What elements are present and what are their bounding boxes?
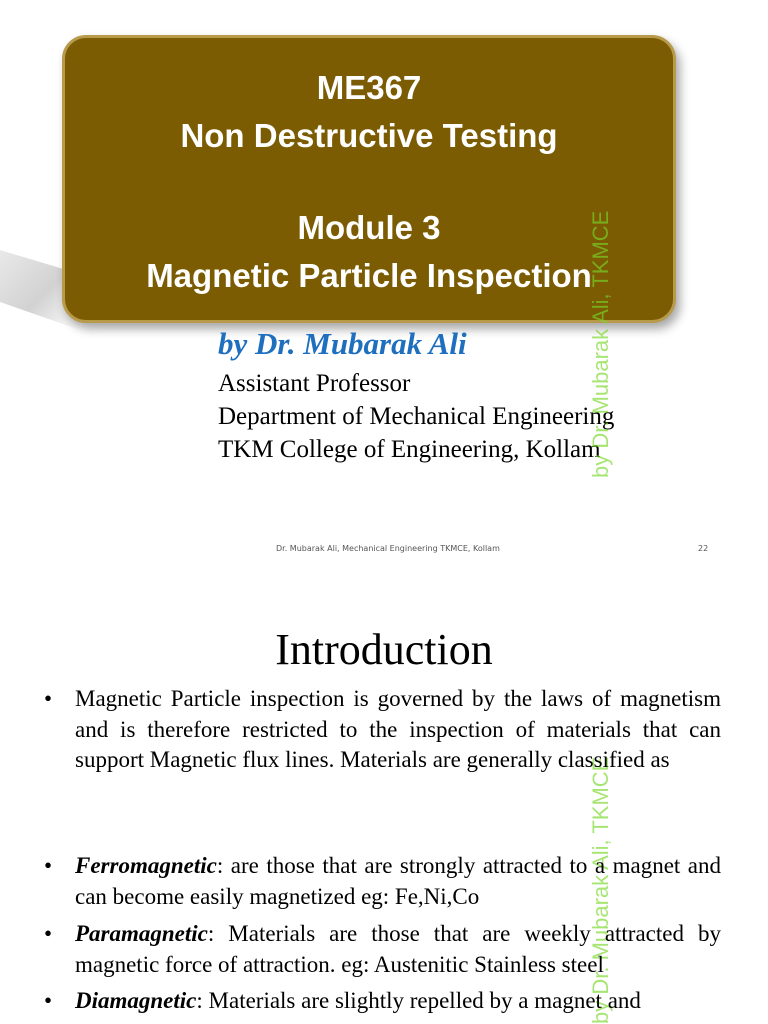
intro-paragraph: Magnetic Particle inspection is governed by the laws of magnetism and is therefore restricted to the inspection of materials that can support Magnetic flux lines. Materials are generally classified as (75, 686, 721, 772)
watermark-text: by Dr. Mubarak Ali, TKMCE (588, 210, 613, 478)
module-title: Magnetic Particle Inspection (146, 257, 592, 294)
term-label: Ferromagnetic (75, 853, 217, 878)
title-box (62, 35, 676, 323)
list-item-paramagnetic (75, 919, 721, 980)
author-name: by Dr. Mubarak Ali (218, 326, 467, 361)
college: TKM College of Engineering, Kollam (218, 436, 601, 463)
course-name: Non Destructive Testing (180, 117, 558, 154)
module-number: Module 3 (297, 209, 441, 246)
term-description: : are those that are strongly attracted to a magnet and can become easily magnetized eg: Fe,Ni,Co (75, 853, 721, 909)
course-code: ME367 (316, 69, 422, 106)
list-item-diamagnetic (75, 986, 721, 1017)
bullet-marker: • (44, 988, 53, 1013)
slide-heading: Introduction (275, 625, 493, 674)
bullet-marker: • (44, 921, 53, 946)
term-label: Paramagnetic (75, 921, 208, 946)
term-label: Diamagnetic (75, 988, 197, 1013)
watermark-text: by Dr. Mubarak Ali, TKMCE (588, 756, 613, 1024)
department: Department of Mechanical Engineering (218, 403, 615, 430)
term-description: : Materials are those that are weekly attracted by magnetic force of attraction. eg: Austenitic Stainless steel (75, 921, 721, 977)
term-description: : Materials are slightly repelled by a magnet and (196, 988, 641, 1013)
page-number: 22 (698, 544, 709, 553)
designation: Assistant Professor (218, 370, 411, 397)
introduction-slide (0, 576, 768, 1024)
bullet-marker: • (44, 853, 53, 878)
bullet-marker: • (44, 686, 53, 711)
list-item-ferromagnetic (75, 851, 721, 912)
slide-footer: Dr. Mubarak Ali, Mechanical Engineering TKMCE, Kollam (276, 544, 500, 553)
